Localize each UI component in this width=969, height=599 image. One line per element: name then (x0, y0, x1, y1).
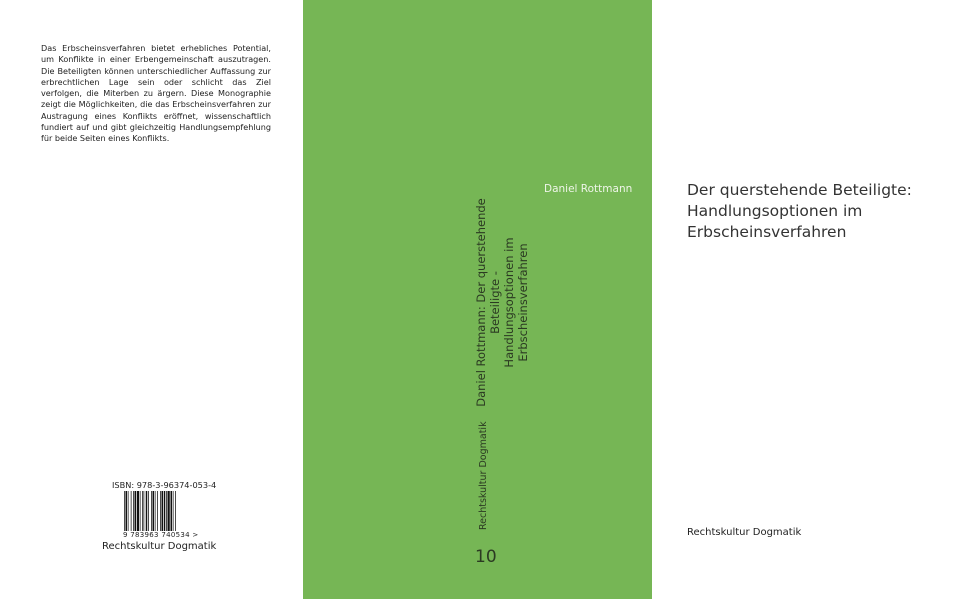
barcode-bar (175, 491, 176, 531)
barcode-bar (164, 491, 166, 531)
title-line-2: Handlungsoptionen im (687, 202, 863, 220)
barcode-bar (171, 491, 173, 531)
spine-title (474, 185, 530, 420)
front-cover (652, 0, 969, 599)
barcode-bar (168, 491, 170, 531)
barcode-bar (148, 491, 149, 531)
isbn-label: ISBN: 978-3-96374-053-4 (112, 480, 217, 490)
barcode-bar (124, 491, 125, 531)
back-cover-blurb: Das Erbscheinsverfahren bietet erhebliches Potential, um Konflikte in einer Erbengemeinschaft auszutragen. Die Beteiligten können unterschiedlicher Auffassung zur erbrechtlichen Lage sein oder schlicht das Ziel verfolgen, die Miterben zu ärgern. Diese Monographie zeigt die Möglichkeiten, die das Erbscheinsverfahren zur Austragung eines Konflikts eröffnet, wissenschaftlich fundiert auf und gibt gleichzeitig Handlungsempfehlung für beide Seiten eines Konflikts. (41, 43, 271, 144)
back-cover-publisher: Rechtskultur Dogmatik (102, 541, 217, 552)
barcode-bar (135, 491, 137, 531)
title-line-1: Der querstehende Beteiligte: (687, 181, 912, 199)
barcode-bar (126, 491, 128, 531)
barcode-digits: 9 783963 740534 > (123, 531, 199, 539)
barcode-bar (131, 491, 132, 531)
barcode-bar (128, 491, 129, 531)
barcode-bar (146, 491, 148, 531)
barcode-bar (140, 491, 141, 531)
barcode-bar (155, 491, 156, 531)
barcode-bar (157, 491, 158, 531)
barcode-bar (160, 491, 161, 531)
barcode-bar (153, 491, 155, 531)
front-cover-author: Daniel Rottmann (544, 183, 633, 195)
front-cover-title (687, 180, 957, 243)
front-cover-publisher: Rechtskultur Dogmatik (687, 527, 802, 538)
spine-title-line-1: Daniel Rottmann: Der querstehende Beteiligte - (474, 198, 502, 407)
barcode-bar (166, 491, 167, 531)
spine-series (478, 421, 498, 530)
barcode-bar (144, 491, 145, 531)
barcode-bar (173, 491, 174, 531)
barcode-bar (151, 491, 152, 531)
spine-title-line-2: Handlungsoptionen im Erbscheinsverfahren (502, 237, 530, 368)
barcode-bar (133, 491, 134, 531)
barcode-graphic (123, 491, 198, 531)
barcode (123, 491, 198, 531)
spine-volume-number: 10 (475, 547, 497, 567)
title-line-3: Erbscheinsverfahren (687, 223, 847, 241)
barcode-bar (162, 491, 164, 531)
barcode-bar (142, 491, 143, 531)
barcode-bar (137, 491, 139, 531)
spine-series-label: Rechtskultur Dogmatik (478, 421, 489, 530)
